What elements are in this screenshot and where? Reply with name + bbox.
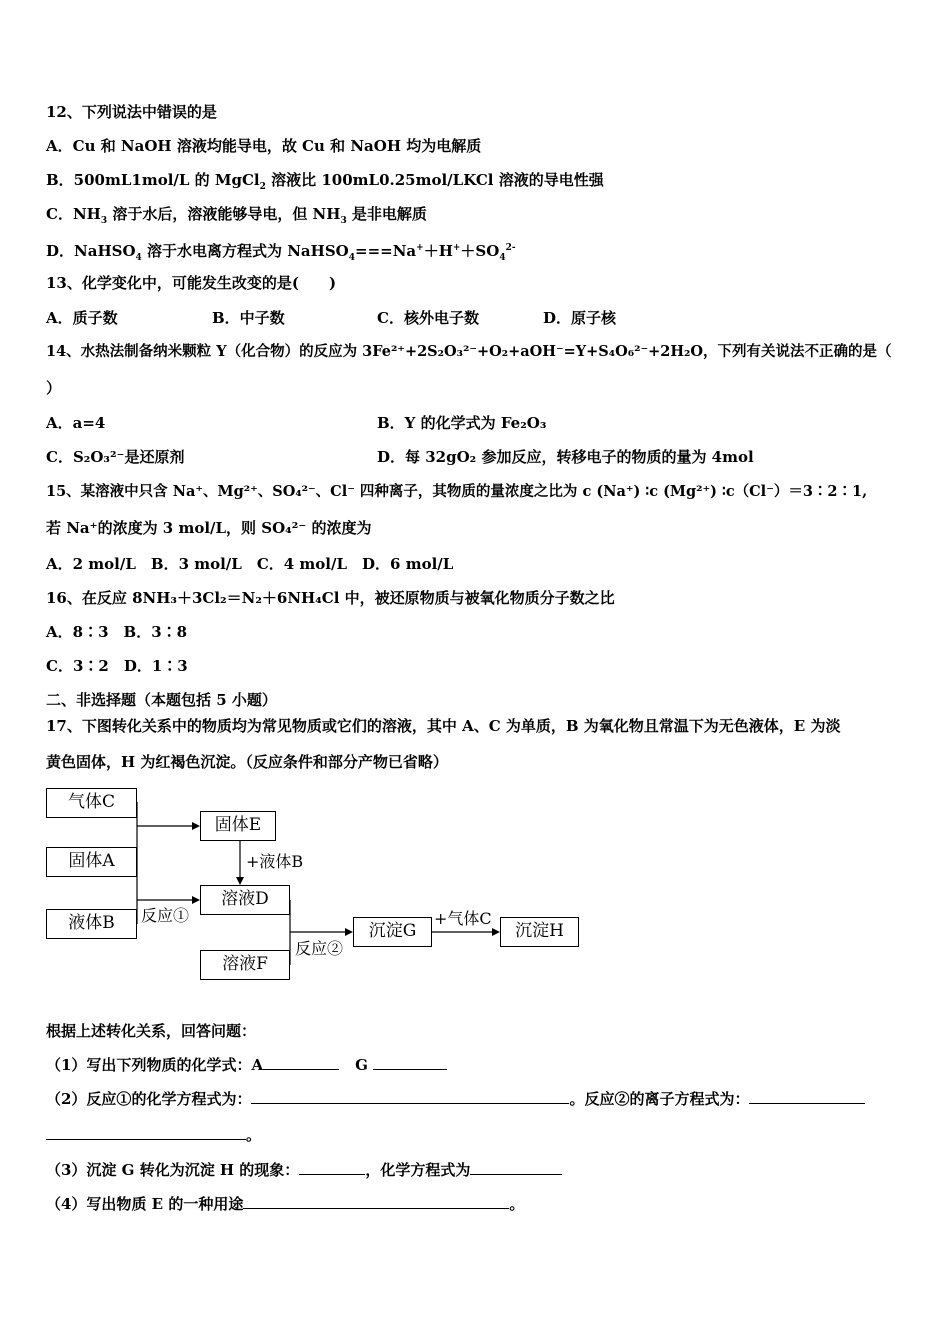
q17-part-2: （2）反应①的化学方程式为： 。反应②的离子方程式为： [46, 1089, 865, 1109]
q12-stem: 12、下列说法中错误的是 [46, 103, 217, 121]
q12-option-a: A．Cu 和 NaOH 溶液均能导电，故 Cu 和 NaOH 均为电解质 [46, 137, 482, 155]
q17-part-4: （4）写出物质 E 的一种用途 。 [46, 1195, 525, 1213]
label-add-liquid-b: +液体B [246, 852, 304, 871]
arrow-head-h [492, 928, 500, 936]
q14-option-c: C．S₂O₃²⁻是还原剂 [46, 448, 185, 466]
q15-options: A．2 mol/L B．3 mol/L C．4 mol/L D．6 mol/L [46, 555, 454, 573]
q13-option-d: D．原子核 [543, 309, 617, 327]
q13-option-b: B．中子数 [212, 309, 285, 327]
label-reaction-2: 反应② [295, 939, 344, 958]
q16-options-1: A．8∶3 B．3∶8 [46, 623, 188, 641]
box-solution-f: 溶液F [200, 950, 290, 980]
box-solution-d: 溶液D [200, 885, 290, 915]
section-2-heading: 二、非选择题（本题包括 5 小题） [46, 691, 277, 709]
q17-part-1: （1）写出下列物质的化学式：A G [46, 1055, 447, 1075]
q17-part-2-continued: 。 [46, 1125, 261, 1145]
blank-g[interactable] [373, 1055, 447, 1070]
q17-part-3: （3）沉淀 G 转化为沉淀 H 的现象： ，化学方程式为 [46, 1160, 562, 1180]
q16-stem: 16、在反应 8NH₃＋3Cl₂＝N₂＋6NH₄Cl 中，被还原物质与被氧化物质分子数之比 [46, 589, 615, 607]
q15-stem: 15、某溶液中只含 Na⁺、Mg²⁺、SO₄²⁻、Cl⁻ 四种离子，其物质的量浓度之比为 c (Na⁺) ∶c (Mg²⁺) ∶c（Cl⁻）＝3∶2∶1, [46, 483, 868, 500]
label-reaction-1: 反应① [141, 906, 190, 925]
q12-option-c: C．$NH_3$ 溶于水后，溶液能够导电，但 $NH_3$ 是非电解质 [46, 205, 427, 226]
box-liquid-b: 液体B [46, 909, 137, 939]
q13-stem: 13、化学变化中，可能发生改变的是( ) [46, 274, 337, 292]
q12-option-d: D．NaHSO$_4$ 溶于水电离方程式为 $NaHSO_4===Na^++H^++SO_4^{2-}$ [46, 242, 516, 263]
q14-option-b: B．Y 的化学式为 Fe₂O₃ [377, 414, 547, 432]
q12-option-b: B．500mL1mol/L 的 MgCl$_2$ 溶液比 100mL0.25mol/LKCl 溶液的导电性强 [46, 171, 604, 192]
blank-reaction-2-ionic-equation[interactable] [749, 1089, 865, 1104]
box-precipitate-h: 沉淀H [500, 917, 579, 947]
q16-options-2: C．3∶2 D．1∶3 [46, 657, 188, 675]
q14-option-a: A．a=4 [46, 414, 106, 432]
blank-phenomenon[interactable] [299, 1160, 365, 1175]
q17-intro: 根据上述转化关系，回答问题： [46, 1022, 257, 1040]
arrow-head-e [192, 822, 200, 830]
blank-a[interactable] [263, 1055, 339, 1070]
label-add-gas-c: +气体C [434, 909, 492, 928]
q13-option-a: A．质子数 [46, 309, 118, 327]
q15-stem-2: 若 Na⁺的浓度为 3 mol/L，则 SO₄²⁻ 的浓度为 [46, 519, 372, 537]
box-gas-c: 气体C [46, 788, 137, 818]
arrow-head-d [192, 896, 200, 904]
blank-reaction-1-equation[interactable] [251, 1089, 569, 1104]
blank-reaction-2-continued[interactable] [46, 1125, 246, 1140]
arrow-head-e-d [236, 877, 244, 885]
box-precipitate-g: 沉淀G [353, 917, 432, 947]
q14-stem: 14、水热法制备纳米颗粒 Y（化合物）的反应为 3Fe²⁺+2S₂O₃²⁻+O₂+aOH⁻=Y+S₄O₆²⁻+2H₂O，下列有关说法不正确的是（ [46, 343, 892, 360]
q14-option-d: D．每 32gO₂ 参加反应，转移电子的物质的量为 4mol [377, 448, 754, 466]
box-solid-a: 固体A [46, 847, 137, 877]
q17-stem: 17、下图转化关系中的物质均为常见物质或它们的溶液，其中 A、C 为单质，B 为氧化物且常温下为无色液体，E 为淡 [46, 717, 841, 735]
q14-stem-end: ） [46, 379, 62, 397]
arrow-head-g [345, 928, 353, 936]
q17-stem-2: 黄色固体，H 为红褐色沉淀。（反应条件和部分产物已省略） [46, 753, 448, 771]
blank-chemical-equation[interactable] [470, 1160, 562, 1175]
blank-use-of-e[interactable] [243, 1194, 509, 1209]
q13-option-c: C．核外电子数 [377, 309, 479, 327]
box-solid-e: 固体E [200, 811, 276, 841]
